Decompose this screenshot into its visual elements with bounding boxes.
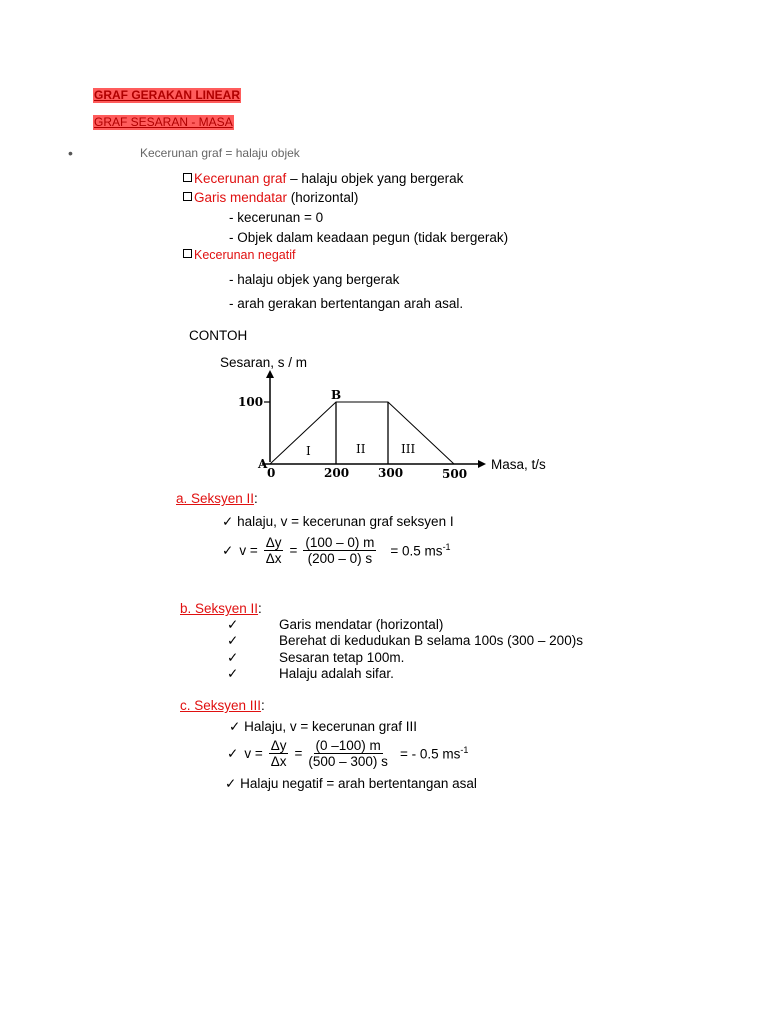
section-b-item-4: ✓ Halaju adalah sifar. <box>227 666 394 681</box>
section-iii-label: III <box>401 442 416 456</box>
point-a-label: A <box>258 457 268 471</box>
graph-ylabel: Sesaran, s / m <box>220 355 308 370</box>
section-c-result: = - 0.5 $ms^{-1}$ <box>399 745 469 762</box>
graph-xlabel: Masa, t/s <box>491 457 546 472</box>
note-line-3: - kecerunan = 0 <box>229 210 324 225</box>
section-b-item-1: ✓ Garis mendatar (horizontal) <box>227 617 444 632</box>
note-line-2: Garis mendatar (horizontal) <box>183 190 358 205</box>
intro-text: Kecerunan graf = halaju objek <box>140 146 300 160</box>
section-c-equation: ✓ v = $\frac{\Delta y}{\Delta x}$ = $\frac{(0 -100) m}{(500 - 300) s}$ = - 0.5 $ms^{-1}$ <box>227 738 469 769</box>
section-i-label: I <box>306 444 311 458</box>
section-b-item-3: ✓ Sesaran tetap 100m. <box>227 650 405 665</box>
check-icon: ✓ <box>227 745 239 761</box>
check-icon: ✓ <box>225 776 237 791</box>
check-icon: ✓ <box>227 666 239 681</box>
note-line-4: - Objek dalam keadaan pegun (tidak bergerak) <box>229 230 509 245</box>
x-tick-0: 0 <box>267 466 276 480</box>
section-a-line-1: ✓ halaju, v = kecerunan graf seksyen I <box>222 514 454 529</box>
delta-fraction: $\frac{\Delta y}{\Delta x}$ <box>265 535 282 566</box>
section-b-item-2: ✓ Berehat di kedudukan B selama 100s (300 – 200)s <box>227 633 583 648</box>
check-icon: ✓ <box>227 650 239 665</box>
checkbox-icon <box>183 173 192 182</box>
check-icon: ✓ <box>222 542 234 558</box>
delta-fraction: $\frac{\Delta y}{\Delta x}$ <box>270 738 287 769</box>
check-icon: ✓ <box>222 514 234 529</box>
section-a-result: = 0.5 $ms^{-1}$ <box>390 542 451 559</box>
section-c-line-1: ✓ Halaju, v = kecerunan graf III <box>229 719 418 734</box>
checkbox-icon <box>183 192 192 201</box>
example-heading: CONTOH <box>189 328 248 343</box>
value-fraction: $\frac{(0 -100) m}{(500 - 300) s}$ <box>308 738 388 769</box>
note-line-7: - arah gerakan bertentangan arah asal. <box>229 296 464 311</box>
x-tick-500: 500 <box>442 467 468 481</box>
section-c-heading: c. Seksyen III: <box>180 698 265 713</box>
check-icon: ✓ <box>229 719 241 734</box>
section-a-equation: ✓ v = $\frac{\Delta y}{\Delta x}$ = $\frac{(100 - 0) m}{(200 - 0) s}$ = 0.5 $ms^{-1}$ <box>222 535 451 566</box>
x-tick-300: 300 <box>378 466 404 480</box>
note-line-1: Kecerunan graf – halaju objek yang bergerak <box>183 171 463 186</box>
section-ii-label: II <box>356 442 366 456</box>
checkbox-icon <box>183 249 192 258</box>
y-axis-arrow-icon <box>266 370 274 378</box>
note-line-5: Kecerunan negatif <box>183 247 295 262</box>
main-title: GRAF GERAKAN LINEAR <box>94 88 240 102</box>
note-line-6: - halaju objek yang bergerak <box>229 272 400 287</box>
section-a-heading: a. Seksyen II: <box>176 491 258 506</box>
x-axis-arrow-icon <box>478 460 486 468</box>
section-b-heading: b. Seksyen II: <box>180 601 262 616</box>
check-icon: ✓ <box>227 617 239 632</box>
y-tick-label: 100 <box>238 395 264 409</box>
value-fraction: $\frac{(100 - 0) m}{(200 - 0) s}$ <box>305 535 375 566</box>
x-tick-200: 200 <box>324 466 350 480</box>
point-b-label: B <box>331 388 342 402</box>
section-c-line-3: ✓ Halaju negatif = arah bertentangan asal <box>225 776 477 791</box>
subtitle: GRAF SESARAN - MASA <box>94 115 233 129</box>
bullet-icon: • <box>68 145 73 161</box>
check-icon: ✓ <box>227 633 239 648</box>
